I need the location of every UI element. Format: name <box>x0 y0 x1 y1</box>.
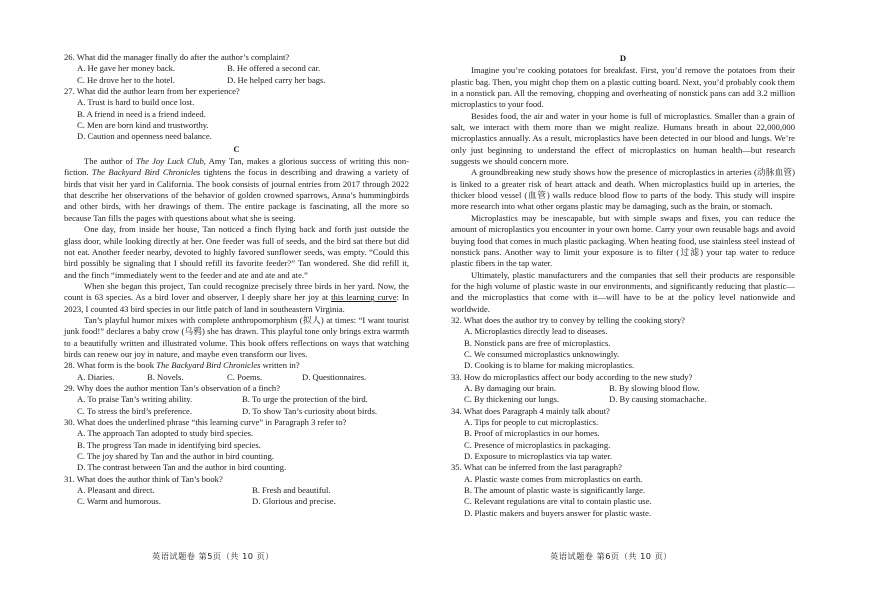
question-30-option-c[interactable]: C. The joy shared by Tan and the author in bird counting. <box>77 451 274 462</box>
question-28-option-c[interactable]: C. Poems. <box>227 371 263 382</box>
question-26-options-row2 <box>64 75 409 86</box>
question-26-stem: 26. What did the manager finally do after the author’s complaint? <box>64 52 290 62</box>
question-33-option-a[interactable]: A. By damaging our brain. <box>464 382 557 393</box>
question-33-option-c[interactable]: C. By thickening our lungs. <box>464 394 560 405</box>
book-title-joy-luck-club: The Joy Luck Club <box>136 156 204 167</box>
right-page-footer: 英语试题卷 第6页（共 10 页） <box>550 551 672 561</box>
question-30-stem: 30. What does the underlined phrase “this learning curve” in Paragraph 3 refer to? <box>64 417 347 427</box>
question-34-option-a[interactable]: A. Tips for people to cut microplastics. <box>464 417 599 427</box>
passage-c-paragraph-1: The author of The Joy Luck Club, Amy Tan, makes a glorious success of writing this non-fiction. The Backyard Bird Chronicles tightens the focus in describing and drawing a variety of birds that visit her yard in California. The book consists of journal entries from 2017 through 2022 that describe her observations of the behavior of golden crowned sparrows, Anna’s hummingbirds and other birds, with her drawings of them. The entire package is fascinating, all the more so because Tan fills the pages with questions about what she is seeing. <box>64 156 409 223</box>
question-32-option-c[interactable]: C. We consumed microplastics unknowingly. <box>464 348 620 359</box>
question-28-option-d[interactable]: D. Questionnaires. <box>302 371 367 382</box>
question-28-stem: 28. What form is the book The Backyard Bird Chronicles written in? <box>64 360 300 371</box>
question-29-stem: 29. Why does the author mention Tan’s observation of a finch? <box>64 382 281 393</box>
passage-d-paragraph-2: Besides food, the air and water in your home is full of microplastics. Smaller than a grain of salt, we interact with them more than we might realize. Humans breath in about 22,000,000 microplastics annually. As a result, microplastics have been detected in our blood and lungs. We’re only just beginning to understand the effect of microplastics on human health—but research suggests we should concern more. <box>451 110 795 167</box>
question-34-option-b[interactable]: B. Proof of microplastics in our homes. <box>464 428 600 439</box>
question-29-option-b[interactable]: B. To urge the protection of the bird. <box>242 394 368 405</box>
left-page-column <box>64 52 409 508</box>
question-31-options-row2 <box>64 496 409 507</box>
question-33-option-d[interactable]: D. By causing stomachache. <box>609 394 707 405</box>
question-31-options-row1 <box>64 485 409 496</box>
question-27-option-b[interactable]: B. A friend in need is a friend indeed. <box>77 108 206 119</box>
question-26-options-row1 <box>64 63 409 74</box>
question-34-option-c[interactable]: C. Presence of microplastics in packaging. <box>464 439 611 450</box>
question-30-option-a[interactable]: A. The approach Tan adopted to study bird species. <box>77 428 254 439</box>
passage-c-paragraph-4: Tan’s playful humor mixes with complete anthropomorphism (拟人) at times: “I want tourist junk food!” declares a baby crow (乌鸦) she has drawn. This playful tone only brings extra warmth to a beautifully written and illustrated volume. This book offers reflections on ways that watching birds can renew our joy in nature, and maybe even transform our lives. <box>64 314 409 359</box>
question-31-option-d[interactable]: D. Glorious and precise. <box>252 496 336 507</box>
question-26-option-a[interactable]: A. He gave her money back. <box>77 63 176 74</box>
question-35-option-a[interactable]: A. Plastic waste comes from microplastics on earth. <box>464 473 643 484</box>
left-page-footer: 英语试题卷 第5页（共 10 页） <box>152 551 274 561</box>
question-26-option-c[interactable]: C. He drove her to the hotel. <box>77 74 175 85</box>
question-29-option-c[interactable]: C. To stress the bird’s preference. <box>77 405 192 416</box>
question-34-option-d[interactable]: D. Exposure to microplastics via tap water. <box>464 451 612 462</box>
question-32-option-d[interactable]: D. Cooking is to blame for making microplastics. <box>464 360 635 371</box>
question-33-stem: 33. How do microplastics affect our body according to the new study? <box>451 371 693 382</box>
question-33-options-row2 <box>451 394 795 405</box>
question-26-option-d[interactable]: D. He helped carry her bags. <box>227 74 326 85</box>
question-33-options-row1 <box>451 383 795 394</box>
question-26-option-b[interactable]: B. He offered a second car. <box>227 63 321 74</box>
question-29-options-row2 <box>64 406 409 417</box>
question-29-options-row1 <box>64 394 409 405</box>
question-30-option-d[interactable]: D. The contrast between Tan and the author in bird counting. <box>77 462 287 473</box>
passage-d-paragraph-3: A groundbreaking new study shows how the presence of microplastics in arteries (动脉血管) is linked to a greater risk of heart attack and death. When microplastics build up in arteries, the thicker blood vessel (血管) walls reduce blood flow to parts of the body. This study will inspire more research into what other organs plastic may be damaging, such as the brain, or stomach. <box>451 167 795 212</box>
question-32-option-b[interactable]: B. Nonstick pans are free of microplastics. <box>464 337 611 348</box>
passage-c-paragraph-2: One day, from inside her house, Tan noticed a finch flying back and forth just outside the glass door, while looking directly at her. One feeder was full of seeds, and the bird sat there but did not eat. Another feeder nearby, devoted to highly favored sunflower seeds, was empty. “Could this bird possibly be signaling that I should refill its favorite feeder?” Tan wondered. She did refill it, and the finch “immediately went to the feeder and ate and ate and ate.” <box>64 224 409 280</box>
question-34-stem: 34. What does Paragraph 4 mainly talk about? <box>451 405 610 416</box>
question-29-option-d[interactable]: D. To show Tan’s curiosity about birds. <box>242 405 378 416</box>
question-28-options <box>64 372 409 383</box>
question-32-stem: 32. What does the author try to convey by telling the cooking story? <box>451 314 685 325</box>
question-27-option-a[interactable]: A. Trust is hard to build once lost. <box>77 97 195 108</box>
section-c-heading: C <box>233 143 240 154</box>
question-28-option-b[interactable]: B. Novels. <box>147 371 184 382</box>
question-30-option-b[interactable]: B. The progress Tan made in identifying bird species. <box>77 439 261 450</box>
question-32-option-a[interactable]: A. Microplastics directly lead to diseases. <box>464 326 608 337</box>
question-31-option-c[interactable]: C. Warm and humorous. <box>77 496 161 507</box>
question-29-option-a[interactable]: A. To praise Tan’s writing ability. <box>77 394 193 405</box>
question-35-option-c[interactable]: C. Relevant regulations are vital to contain plastic use. <box>464 496 652 507</box>
passage-d-paragraph-5: Ultimately, plastic manufacturers and the companies that sell their products are responsible for the high volume of plastic waste in our environments, and significantly reducing that plastic—and the microplastics that come with it—will have to be at the policy level nationwide and worldwide. <box>451 269 795 314</box>
question-33-option-b[interactable]: B. By slowing blood flow. <box>609 382 700 393</box>
question-31-stem: 31. What does the author think of Tan’s book? <box>64 473 223 484</box>
passage-d-paragraph-1: Imagine you’re cooking potatoes for breakfast. First, you’d remove the potatoes from their plastic bag. Then, you might chop them on a plastic cutting board. Next, you’d probably cook them in a nonstick pan. All the removing, chopping and overheating of nonstick pans can add 3.2 million microplastics to your food. <box>451 65 795 110</box>
passage-d-paragraph-4: Microplastics may be inescapable, but with simple swaps and fixes, you can reduce the amount of microplastics you encounter in your own home. Carry your own reusable bags and avoid buying food that comes in much plastic packaging. When heating food, use stainless steel instead of nonstick pans. Another way to limit your exposure is to filter (过滤) your tap water to reduce plastic fibers in the tap water. <box>451 212 795 269</box>
question-35-option-d[interactable]: D. Plastic makers and buyers answer for plastic waste. <box>464 507 652 518</box>
question-27-stem: 27. What did the author learn from her experience? <box>64 86 240 97</box>
question-27-option-d[interactable]: D. Caution and openness need balance. <box>77 131 212 142</box>
book-title-backyard-bird-chronicles: The Backyard Bird Chronicles <box>92 167 201 178</box>
underlined-phrase: this learning curve <box>331 292 397 303</box>
question-35-option-b[interactable]: B. The amount of plastic waste is significantly large. <box>464 485 646 496</box>
passage-c-paragraph-3: When she began this project, Tan could recognize precisely three birds in her yard. Now, the count is 63 species. As a bird lover and observer, I deeply share her joy at this learning curve: In 2023, I counted 43 bird species in our little patch of land in southeastern Virginia. <box>64 280 409 314</box>
question-31-option-a[interactable]: A. Pleasant and direct. <box>77 485 155 496</box>
question-31-option-b[interactable]: B. Fresh and beautiful. <box>252 485 331 496</box>
question-27-option-c[interactable]: C. Men are born kind and trustworthy. <box>77 120 209 131</box>
right-page-column <box>451 52 795 519</box>
section-d-heading: D <box>619 53 627 63</box>
question-35-stem: 35. What can be inferred from the last paragraph? <box>451 462 622 473</box>
question-28-option-a[interactable]: A. Diaries. <box>77 371 115 382</box>
